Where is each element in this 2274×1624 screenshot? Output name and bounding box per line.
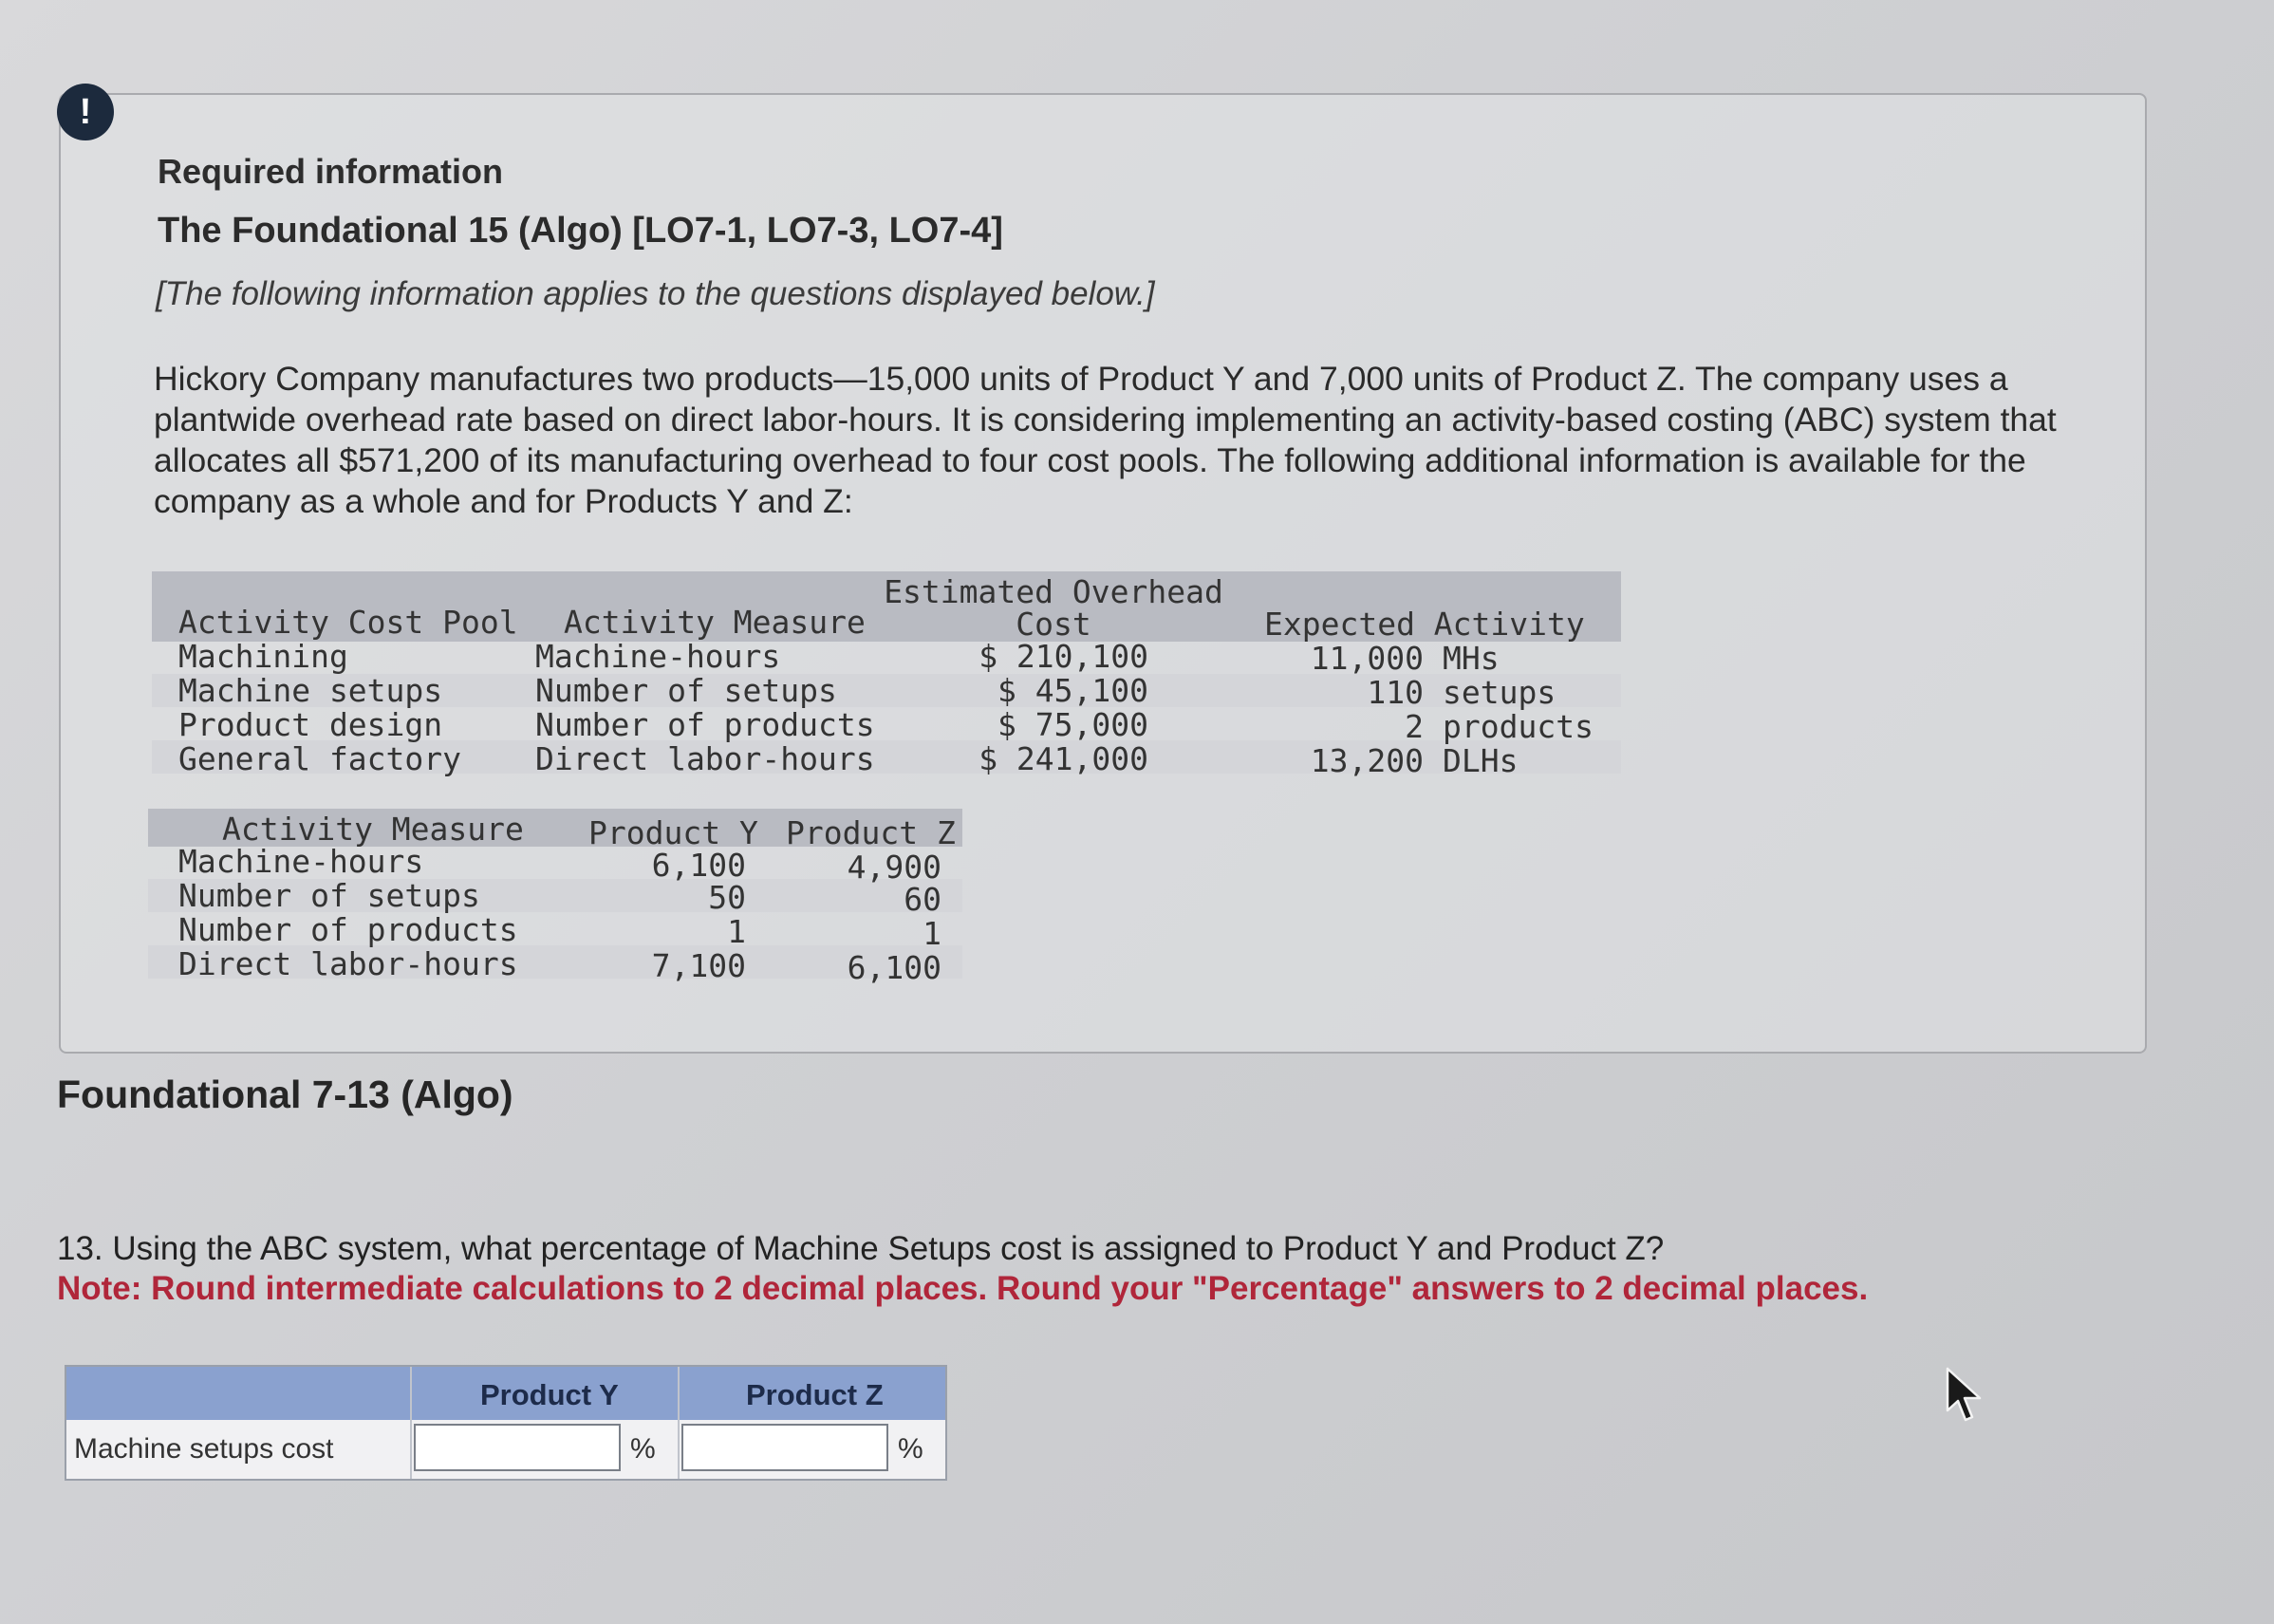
row-label-machine-setups-cost: Machine setups cost	[74, 1433, 334, 1465]
table-cell-product-z: 1	[923, 915, 941, 952]
table-cell-pool: Product design	[178, 706, 443, 743]
header-activity-cost-pool: Activity Cost Pool	[178, 604, 518, 641]
rounding-note: Note: Round intermediate calculations to 2 decimal places. Round your "Percentage" answers to 2 decimal places.	[57, 1270, 1869, 1307]
table-cell-pool: Machine setups	[178, 672, 443, 709]
table-cell-pool: General factory	[178, 740, 462, 777]
table-cell-cost: $ 45,100	[997, 672, 1148, 709]
table-cell-activity-qty: 110	[1367, 674, 1424, 711]
table-cell-measure: Direct labor-hours	[535, 740, 875, 777]
alert-icon: !	[57, 84, 114, 140]
product-y-percentage-input[interactable]	[414, 1424, 621, 1471]
table-cell-product-z: 60	[904, 881, 941, 918]
product-z-percentage-input[interactable]	[681, 1424, 888, 1471]
foundational-title: The Foundational 15 (Algo) [LO7-1, LO7-3, LO7-4]	[158, 211, 1003, 251]
table-cell-cost: $ 75,000	[997, 706, 1148, 743]
table-cell-activity-unit: setups	[1443, 674, 1556, 711]
required-information-label: Required information	[158, 152, 504, 191]
table-cell-measure: Number of products	[178, 911, 518, 948]
table-cell-product-y: 6,100	[651, 847, 746, 884]
table-cell-measure: Number of setups	[535, 672, 837, 709]
column-divider	[678, 1367, 680, 1479]
answer-table	[65, 1365, 947, 1481]
table-cell-activity-qty: 2	[1405, 708, 1424, 745]
table-cell-measure: Direct labor-hours	[178, 945, 518, 982]
table-cell-product-z: 4,900	[847, 849, 941, 886]
activity-cost-pool-table	[152, 571, 1621, 778]
table-cell-measure: Machine-hours	[535, 638, 781, 675]
mouse-pointer-icon	[1944, 1367, 1985, 1424]
table-cell-activity-qty: 13,200	[1310, 742, 1424, 779]
percent-symbol-product-z: %	[898, 1433, 923, 1465]
table-cell-activity-qty: 11,000	[1310, 640, 1424, 677]
header-estimated-overhead: Estimated Overhead	[884, 573, 1223, 610]
header-product-z: Product Z	[786, 814, 956, 851]
section-title: Foundational 7-13 (Algo)	[57, 1073, 513, 1116]
product-activity-table	[148, 809, 962, 986]
table-cell-cost: $ 241,000	[979, 740, 1148, 777]
header-cost: Cost	[1016, 606, 1091, 643]
table-cell-cost: $ 210,100	[979, 638, 1148, 675]
applies-note: [The following information applies to the questions displayed below.]	[156, 275, 1155, 312]
header-expected-activity: Expected Activity	[1264, 606, 1585, 643]
table-cell-measure: Machine-hours	[178, 843, 424, 880]
table-cell-product-y: 1	[727, 913, 746, 950]
table-cell-activity-unit: DLHs	[1443, 742, 1519, 779]
header-activity-measure: Activity Measure	[564, 604, 866, 641]
table-cell-product-z: 6,100	[847, 949, 941, 986]
column-header-product-z: Product Z	[746, 1378, 884, 1411]
header-activity-measure: Activity Measure	[222, 811, 524, 848]
column-divider	[410, 1367, 412, 1479]
table-cell-measure: Number of products	[535, 706, 875, 743]
table-cell-measure: Number of setups	[178, 877, 480, 914]
percent-symbol-product-y: %	[630, 1433, 656, 1465]
problem-description: Hickory Company manufactures two products—15,000 units of Product Y and 7,000 units of Product Z. The company uses a plantwide overhead rate based on direct labor-hours. It is considering implementing an activity-based costing (ABC) system that allocates all $571,200 of its manufacturing overhead to four cost pools. The following additional information is available for the company as a whole and for Products Y and Z:	[154, 360, 2057, 520]
column-header-product-y: Product Y	[480, 1378, 619, 1411]
question-text: 13. Using the ABC system, what percentage of Machine Setups cost is assigned to Product Y and Product Z?	[57, 1230, 1665, 1267]
table-cell-product-y: 7,100	[651, 947, 746, 984]
table-cell-activity-unit: products	[1443, 708, 1594, 745]
table-cell-pool: Machining	[178, 638, 348, 675]
table-cell-product-y: 50	[708, 879, 746, 916]
header-product-y: Product Y	[588, 814, 758, 851]
table-cell-activity-unit: MHs	[1443, 640, 1500, 677]
